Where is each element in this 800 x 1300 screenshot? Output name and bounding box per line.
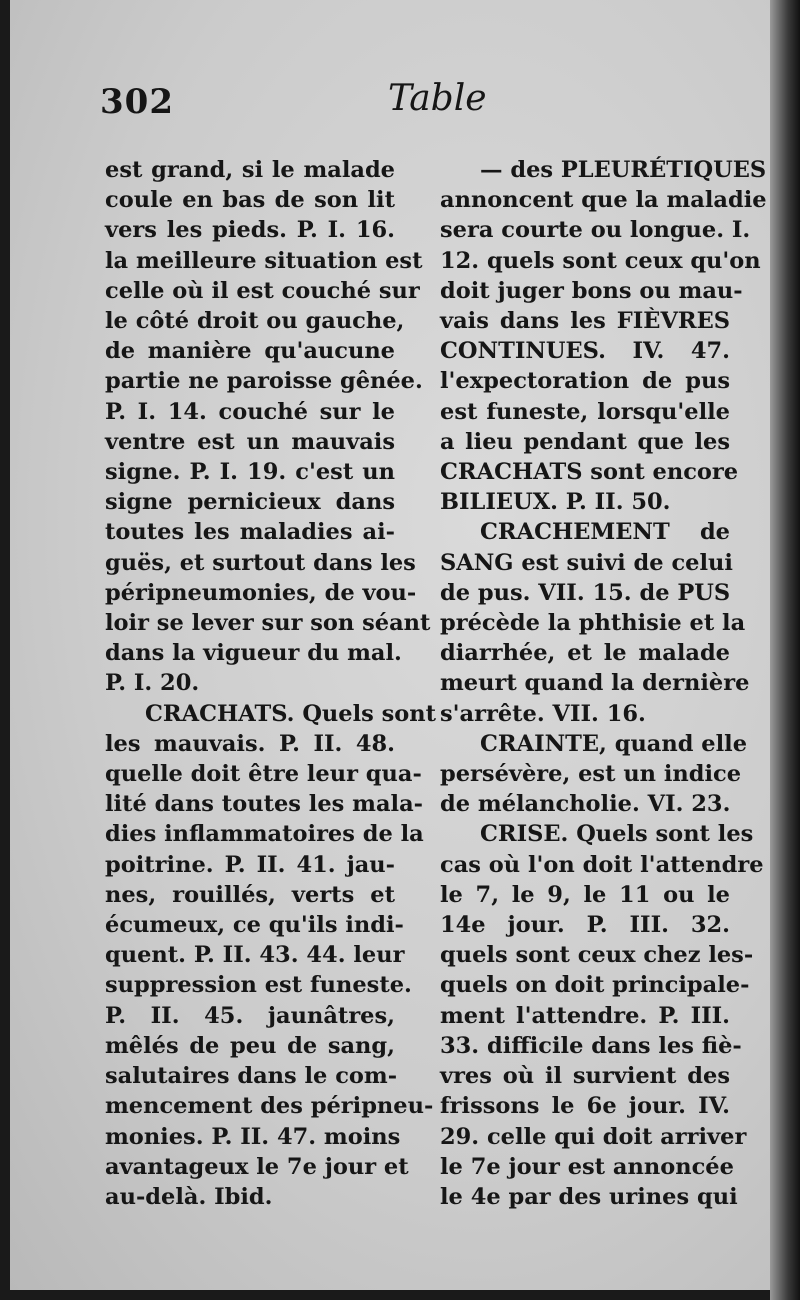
text-line: s'arrête. VII. 16. <box>440 700 646 727</box>
text-line: guës, et surtout dans les <box>105 549 416 576</box>
text-line: partie ne paroisse gênée. <box>105 368 423 395</box>
text-line: CRAINTE, quand elle <box>480 730 748 757</box>
text-line: dies inflammatoires de la <box>105 821 424 848</box>
text-line: avantageux le 7e jour et <box>105 1153 409 1180</box>
text-line: a lieu pendant que les <box>440 428 730 455</box>
text-line: toutes les maladies ai- <box>105 519 395 546</box>
text-line: de manière qu'aucune <box>105 338 395 365</box>
text-line: P. II. 45. jaunâtres, <box>105 1002 395 1029</box>
text-line: SANG est suivi de celui <box>440 549 733 576</box>
text-line: 29. celle qui doit arriver <box>440 1123 747 1150</box>
text-line: signe. P. I. 19. c'est un <box>105 459 395 486</box>
text-line: la meilleure situation est <box>105 247 423 274</box>
text-line: de mélancholie. VI. 23. <box>440 791 731 818</box>
text-line: ment l'attendre. P. III. <box>440 1002 730 1029</box>
text-line: précède la phthisie et la <box>440 610 746 637</box>
text-line: le 4e par des urines qui <box>440 1183 738 1210</box>
text-line: est grand, si le malade <box>105 157 395 183</box>
book-page <box>10 0 792 1290</box>
text-line: CRISE. Quels sont les <box>480 821 754 848</box>
text-line: quels sont ceux chez les- <box>440 942 754 969</box>
text-line: le 7, le 9, le 11 ou le <box>440 881 730 908</box>
text-line: loir se lever sur son séant <box>105 610 431 637</box>
text-line: salutaires dans le com- <box>105 1063 398 1090</box>
text-line: nes, rouillés, verts et <box>105 881 395 908</box>
text-line: mêlés de peu de sang, <box>105 1032 395 1059</box>
text-line: mencement des péripneu- <box>105 1093 434 1120</box>
page-number: 302 <box>100 82 174 122</box>
right-column <box>440 155 767 1212</box>
text-line: CRACHATS sont encore <box>440 459 739 486</box>
text-line: vres où il survient des <box>440 1063 730 1090</box>
text-line: doit juger bons ou mau- <box>440 277 743 304</box>
left-column <box>105 155 437 1212</box>
text-line: écumeux, ce qu'ils indi- <box>105 912 404 939</box>
text-line: coule en bas de son lit <box>105 187 395 214</box>
text-line: 12. quels sont ceux qu'on <box>440 247 761 274</box>
text-line: quent. P. II. 43. 44. leur <box>105 942 405 969</box>
text-line: cas où l'on doit l'attendre <box>440 851 764 878</box>
text-line: P. I. 14. couché sur le <box>105 398 395 425</box>
text-line: — des PLEURÉTIQUES <box>480 157 767 183</box>
text-line: quelle doit être leur qua- <box>105 761 422 788</box>
text-line: suppression est funeste. <box>105 972 412 999</box>
text-line: 33. difficile dans les fiè- <box>440 1032 742 1059</box>
text-line: persévère, est un indice <box>440 761 742 788</box>
text-line: CONTINUES. IV. 47. <box>440 338 730 365</box>
text-line: le côté droit ou gauche, <box>105 308 405 335</box>
text-line: l'expectoration de pus <box>440 368 730 395</box>
text-line: le 7e jour est annoncée <box>440 1153 734 1180</box>
text-line: poitrine. P. II. 41. jau- <box>105 851 395 878</box>
text-line: CRACHEMENT de <box>480 519 730 546</box>
text-line: CRACHATS. Quels sont <box>145 700 437 727</box>
text-line: diarrhée, et le malade <box>440 640 730 667</box>
text-line: 14e jour. P. III. 32. <box>440 912 730 939</box>
text-line: est funeste, lorsqu'elle <box>440 398 730 425</box>
text-line: de pus. VII. 15. de PUS <box>440 579 731 606</box>
text-line: au-delà. Ibid. <box>105 1183 273 1210</box>
text-line: meurt quand la dernière <box>440 670 750 697</box>
text-line: monies. P. II. 47. moins <box>105 1123 401 1150</box>
page-header <box>10 78 792 138</box>
page-edge-shadow <box>770 0 800 1300</box>
text-line: signe pernicieux dans <box>105 489 395 516</box>
text-line: péripneumonies, de vou- <box>105 579 417 606</box>
text-line: BILIEUX. P. II. 50. <box>440 489 671 516</box>
text-line: vers les pieds. P. I. 16. <box>105 217 395 244</box>
text-line: vais dans les FIÈVRES <box>440 308 730 335</box>
text-line: quels on doit principale- <box>440 972 750 999</box>
text-line: les mauvais. P. II. 48. <box>105 730 395 757</box>
text-line: dans la vigueur du mal. <box>105 640 402 667</box>
text-line: sera courte ou longue. I. <box>440 217 751 244</box>
text-line: P. I. 20. <box>105 670 200 697</box>
text-line: ventre est un mauvais <box>105 428 395 455</box>
text-line: celle où il est couché sur <box>105 277 420 304</box>
text-line: frissons le 6e jour. IV. <box>440 1093 730 1120</box>
text-line: lité dans toutes les mala- <box>105 791 423 818</box>
running-title: Table <box>388 78 487 119</box>
text-line: annoncent que la maladie <box>440 187 767 214</box>
